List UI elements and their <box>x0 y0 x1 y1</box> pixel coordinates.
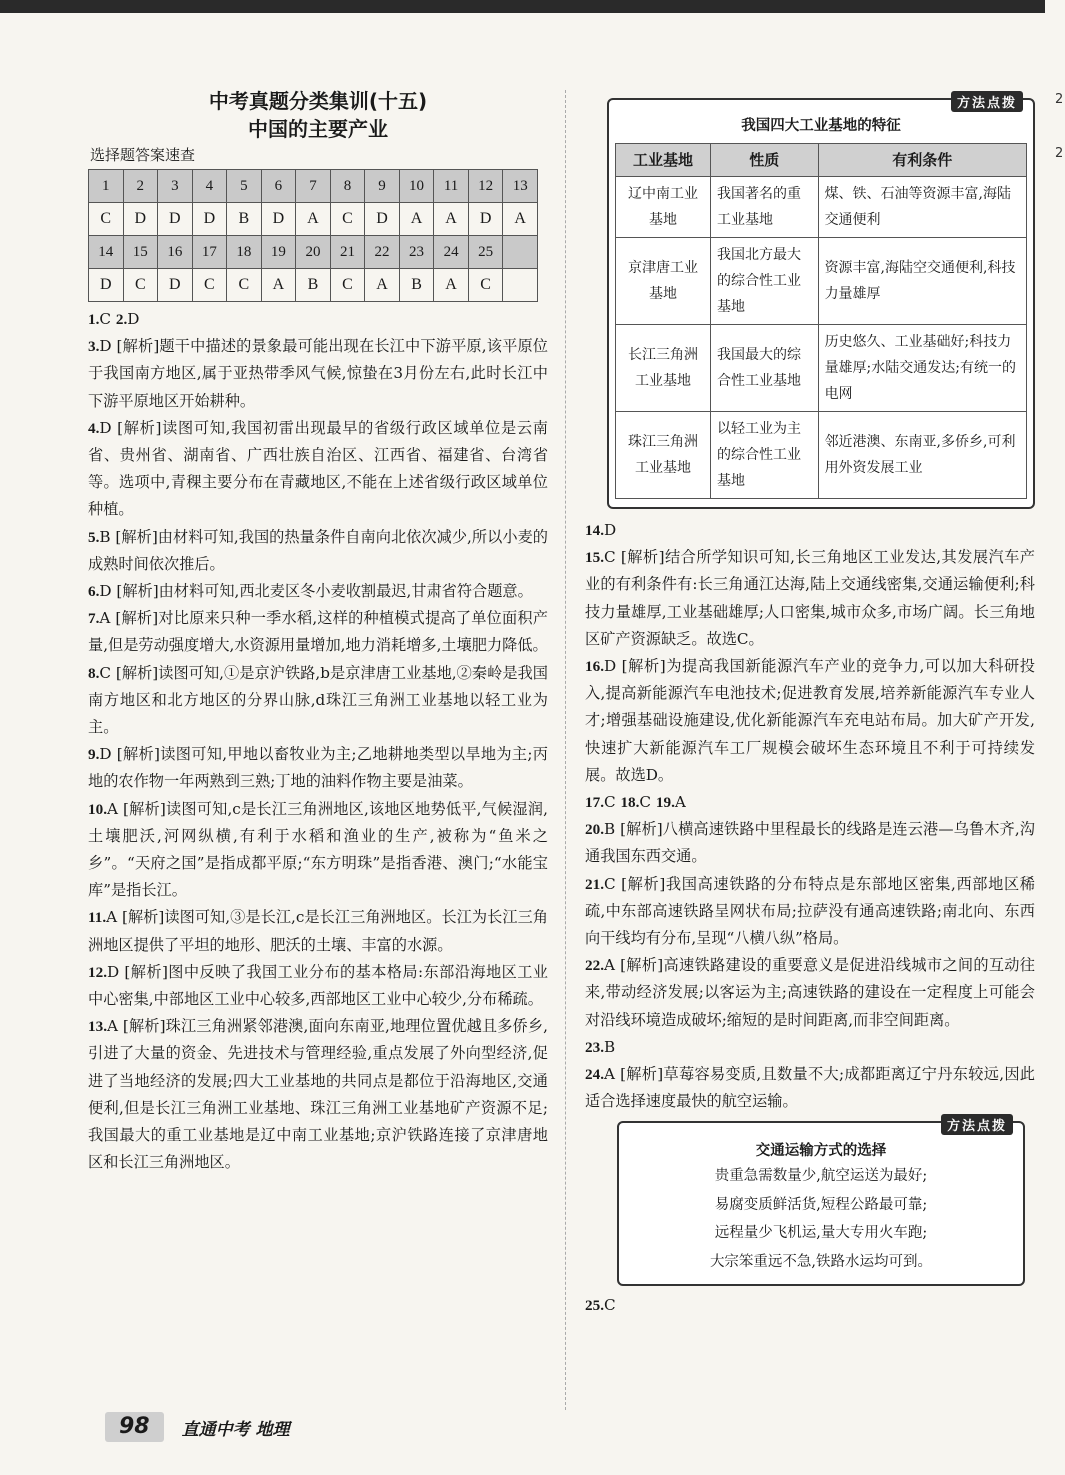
answer-cell: A <box>434 203 469 236</box>
answer-cell: C <box>123 269 158 302</box>
answer-item <box>88 660 548 742</box>
answer-cell: D <box>158 203 193 236</box>
industry-row <box>616 412 1027 499</box>
answer-num-cell: 19 <box>261 236 296 269</box>
answer-cell: A <box>399 203 434 236</box>
question-number: 6. <box>88 583 100 601</box>
column-divider <box>565 90 566 1410</box>
method-badge: 方法点拨 <box>951 91 1023 112</box>
answer-text: D [解析]图中反映了我国工业分布的基本格局:东部沿海地区工业中心密集,中部地区工业中心较多,西部地区工业中心较少,分布稀疏。 <box>88 962 548 1009</box>
industry-base-cell: 辽中南工业基地 <box>616 177 711 238</box>
answer-text: C <box>639 793 656 812</box>
industry-condition-cell: 邻近港澳、东南亚,多侨乡,可利用外资发展工业 <box>818 412 1026 499</box>
answer-cell: B <box>227 203 262 236</box>
answer-cell: B <box>399 269 434 302</box>
answer-cell: C <box>330 203 365 236</box>
answer-text: C <box>99 310 116 328</box>
answer-text: D <box>127 310 140 328</box>
answer-num-cell <box>503 236 538 269</box>
answer-num-cell: 11 <box>434 170 469 203</box>
question-number: 12. <box>88 963 107 981</box>
answer-item <box>585 952 1035 1034</box>
answer-text: B [解析]八横高速铁路中里程最长的线路是连云港—乌鲁木齐,沟通我国东西交通。 <box>585 820 1035 866</box>
industry-base-cell: 长江三角洲工业基地 <box>616 325 711 412</box>
answer-num-cell: 13 <box>503 170 538 203</box>
answer-row <box>89 269 538 302</box>
footer <box>105 1412 290 1442</box>
answer-text: D [解析]为提高我国新能源汽车产业的竞争力,可以加大科研投入,提高新能源汽车电池技术;促进教育发展,培养新能源汽车专业人才;增强基础设施建设,优化新能源汽车充电站布局。加大矿产开发,快速扩大新能源汽车工厂规模会破坏生态环境且不利于可持续发展。故选D。 <box>585 657 1035 784</box>
industry-header-cond: 有利条件 <box>818 144 1026 177</box>
industry-row <box>616 238 1027 325</box>
answer-num-cell: 20 <box>296 236 331 269</box>
page-number: 98 <box>105 1412 164 1442</box>
answer-num-cell: 15 <box>123 236 158 269</box>
answer-item <box>585 1034 1035 1061</box>
answer-cell: C <box>330 269 365 302</box>
answer-num-cell: 23 <box>399 236 434 269</box>
transport-rule-line: 易腐变质鲜活货,短程公路最可靠; <box>714 1196 928 1213</box>
question-number: 20. <box>585 821 604 839</box>
answer-text: D <box>603 521 617 539</box>
answer-num-cell: 6 <box>261 170 296 203</box>
answer-cell: C <box>192 269 227 302</box>
answer-num-cell: 24 <box>434 236 469 269</box>
question-number: 2. <box>115 311 128 328</box>
question-number: 4. <box>88 419 100 437</box>
answer-text: C [解析]我国高速铁路的分布特点是东部地区密集,西部地区稀疏,中东部高速铁路呈网状布局;拉萨没有通高速铁路;南北向、东西向干线均有分布,呈现“八横八纵”格局。 <box>585 874 1035 948</box>
top-bar <box>0 0 1045 13</box>
answer-item <box>88 1013 548 1176</box>
answer-item <box>585 517 1035 544</box>
right-column <box>585 98 1035 1320</box>
answer-cell: D <box>192 203 227 236</box>
edge-char: 2 <box>1055 146 1064 161</box>
answer-text: A [解析]高速铁路建设的重要意义是促进沿线城市之间的互动往来,带动经济发展;以客运为主;高速铁路的建设在一定程度上可能会对沿线环境造成破坏;缩短的是时间距离,而非空间距离。 <box>585 956 1035 1029</box>
answer-num-cell: 22 <box>365 236 400 269</box>
answer-item <box>88 741 548 795</box>
industry-header-nature: 性质 <box>711 144 819 177</box>
answer-cell: D <box>89 269 124 302</box>
answer-num-cell: 2 <box>123 170 158 203</box>
answer-cell: C <box>89 203 124 236</box>
answer-item <box>88 415 548 524</box>
answer-num-cell: 14 <box>89 236 124 269</box>
answer-item <box>88 333 548 415</box>
quick-check-label: 选择题答案速查 <box>90 146 196 164</box>
answer-cell: C <box>468 269 503 302</box>
question-number: 24. <box>585 1066 604 1084</box>
industry-row <box>616 177 1027 238</box>
answer-num-cell: 8 <box>330 170 365 203</box>
answer-cell: D <box>468 203 503 236</box>
transport-rule-line: 大宗笨重远不急,铁路水运均可到。 <box>709 1253 933 1270</box>
question-number: 16. <box>585 658 604 676</box>
answer-text: D [解析]读图可知,甲地以畜牧业为主;乙地耕地类型以旱地为主;丙地的农作物一年两熟到三熟;丁地的油料作物主要是油菜。 <box>88 745 548 791</box>
answer-num-cell: 16 <box>158 236 193 269</box>
industry-condition-cell: 历史悠久、工业基础好;科技力量雄厚;水陆交通发达;有统一的电网 <box>818 325 1026 412</box>
question-number: 10. <box>88 800 107 818</box>
industry-method-box <box>607 98 1035 509</box>
transport-method-box <box>617 1121 1025 1286</box>
page-subtitle: 中国的主要产业 <box>248 117 388 141</box>
answer-text: B [解析]由材料可知,我国的热量条件自南向北依次减少,所以小麦的成熟时间依次推后。 <box>88 527 548 573</box>
question-number: 5. <box>88 528 100 546</box>
answer-cell: C <box>227 269 262 302</box>
answer-text: D [解析]题干中描述的景象最可能出现在长江中下游平原,该平原位于我国南方地区,属于亚热带季风气候,惊蛰在3月份左右,此时长江中下游平原地区开始耕种。 <box>88 337 548 410</box>
question-number: 14. <box>585 522 604 539</box>
industry-box-title: 我国四大工业基地的特征 <box>741 118 901 134</box>
industry-header-base: 工业基地 <box>616 144 711 177</box>
answer-cell: D <box>123 203 158 236</box>
answer-text: A [解析]珠江三角洲紧邻港澳,面向东南亚,地理位置优越且多侨乡,引进了大量的资金、先进技术与管理经验,重点发展了外向型经济,促进了当地经济的发展;四大工业基地的共同点是都位于沿海地区,交通便利,但是长江三角洲工业基地、珠江三角洲工业基地矿产资源不足;我国最大的重工业基地是辽中南工业基地;京沪铁路连接了京津唐地区和长江三角洲地区。 <box>88 1017 548 1172</box>
answer-row <box>89 236 538 269</box>
answer-text: C [解析]结合所学知识可知,长三角地区工业发达,其发展汽车产业的有利条件有:长三角通江达海,陆上交通线密集,交通运输便利;科技力量雄厚,工业基础雄厚;人口密集,城市众多,市场广阔。长三角地区矿产资源缺乏。故选C。 <box>585 548 1035 648</box>
answer-table <box>88 169 538 302</box>
answer-cell: A <box>296 203 331 236</box>
industry-row <box>616 325 1027 412</box>
industry-nature-cell: 以轻工业为主的综合性工业基地 <box>711 412 819 499</box>
answer-item <box>585 544 1035 653</box>
question-number: 11. <box>88 909 107 927</box>
answer-item: 25.C <box>585 1296 616 1315</box>
answer-item <box>585 789 1035 816</box>
answer-item <box>88 524 548 578</box>
answer-text: A [解析]读图可知,c是长江三角洲地区,该地区地势低平,气候湿润,土壤肥沃,河网纵横,有利于水稻和渔业的生产,被称为“鱼米之乡”。“天府之国”是指成都平原;“东方明珠”是指香港、澳门;“水能宝库”是指长江。 <box>88 799 548 900</box>
answer-item <box>88 959 548 1013</box>
answer-cell: A <box>365 269 400 302</box>
answer-item <box>585 653 1035 789</box>
answer-num-cell: 1 <box>89 170 124 203</box>
answer-item <box>88 605 548 659</box>
answer-cell <box>503 269 538 302</box>
left-answers <box>88 306 548 1177</box>
question-number: 8. <box>88 664 100 682</box>
answer-text: A [解析]草莓容易变质,且数量不大;成都距离辽宁丹东较远,因此适合选择速度最快的航空运输。 <box>585 1065 1035 1111</box>
answer-num-cell: 17 <box>192 236 227 269</box>
answer-row <box>89 170 538 203</box>
page-title: 中考真题分类集训(十五) <box>208 89 428 113</box>
question-number: 17. <box>585 794 604 812</box>
question-number: 15. <box>585 549 604 567</box>
industry-table <box>615 143 1027 499</box>
question-number: 23. <box>585 1038 604 1056</box>
answer-num-cell: 10 <box>399 170 434 203</box>
question-number: 9. <box>88 746 100 764</box>
answer-cell: D <box>261 203 296 236</box>
transport-box-title: 交通运输方式的选择 <box>755 1143 887 1160</box>
industry-nature-cell: 我国最大的综合性工业基地 <box>711 325 819 412</box>
answer-num-cell: 25 <box>468 236 503 269</box>
question-number: 13. <box>88 1018 107 1036</box>
answer-cell: D <box>365 203 400 236</box>
question-number: 22. <box>585 957 604 975</box>
method-badge: 方法点拨 <box>941 1114 1013 1135</box>
answer-item <box>88 904 548 958</box>
industry-nature-cell: 我国北方最大的综合性工业基地 <box>711 238 819 325</box>
answer-text: A [解析]读图可知,③是长江,c是长江三角洲地区。长江为长江三角洲地区提供了平坦的地形、肥沃的土壤、丰富的水源。 <box>88 908 548 954</box>
answer-cell: A <box>503 203 538 236</box>
industry-base-cell: 珠江三角洲工业基地 <box>616 412 711 499</box>
answer-text: D [解析]由材料可知,西北麦区冬小麦收割最迟,甘肃省符合题意。 <box>99 582 533 601</box>
answer-text: B <box>603 1037 616 1056</box>
answer-item <box>88 578 548 605</box>
question-number: 18. <box>620 794 640 812</box>
answer-num-cell: 9 <box>365 170 400 203</box>
answer-num-cell: 12 <box>468 170 503 203</box>
answer-item <box>585 816 1035 870</box>
left-column <box>88 88 548 1177</box>
answer-num-cell: 18 <box>227 236 262 269</box>
question-number: 7. <box>88 610 100 628</box>
answer-row <box>89 203 538 236</box>
answer-cell: D <box>158 269 193 302</box>
book-title: 直通中考 地理 <box>181 1419 290 1440</box>
answer-text: C [解析]读图可知,①是京沪铁路,b是京津唐工业基地,②秦岭是我国南方地区和北方地区的分界山脉,d珠江三角洲工业基地以轻工业为主。 <box>88 663 548 737</box>
answer-text: C <box>603 793 621 812</box>
answer-item <box>88 796 548 905</box>
answer-num-cell: 5 <box>227 170 262 203</box>
answer-num-cell: 4 <box>192 170 227 203</box>
answer-text: A <box>674 793 686 812</box>
transport-rule-line: 贵重急需数量少,航空运送为最好; <box>714 1168 928 1185</box>
edge-char: 2 <box>1055 92 1064 107</box>
answer-item <box>88 306 548 333</box>
answer-text: A [解析]对比原来只种一季水稻,这样的种植模式提高了单位面积产量,但是劳动强度增大,水资源用量增加,地力消耗增多,土壤肥力降低。 <box>88 609 548 655</box>
industry-condition-cell: 煤、铁、石油等资源丰富,海陆交通便利 <box>818 177 1026 238</box>
answer-text: D [解析]读图可知,我国初雷出现最早的省级行政区域单位是云南省、贵州省、湖南省、广西壮族自治区、江西省、福建省、台湾省等。选项中,青稞主要分布在青藏地区,不能在上述省级行政区域单位种植。 <box>88 418 548 519</box>
question-number: 1. <box>88 311 100 328</box>
answer-cell: B <box>296 269 331 302</box>
right-answers <box>585 517 1035 1115</box>
question-number: 3. <box>88 338 100 356</box>
answer-cell: A <box>261 269 296 302</box>
industry-base-cell: 京津唐工业基地 <box>616 238 711 325</box>
answer-item <box>585 1061 1035 1115</box>
question-number: 19. <box>655 794 675 812</box>
answer-num-cell: 21 <box>330 236 365 269</box>
industry-condition-cell: 资源丰富,海陆空交通便利,科技力量雄厚 <box>818 238 1026 325</box>
industry-nature-cell: 我国著名的重工业基地 <box>711 177 819 238</box>
transport-rule-line: 远程量少飞机运,量大专用火车跑; <box>714 1225 928 1242</box>
question-number: 21. <box>585 875 604 893</box>
answer-item <box>585 871 1035 953</box>
answer-num-cell: 7 <box>296 170 331 203</box>
answer-cell: A <box>434 269 469 302</box>
answer-num-cell: 3 <box>158 170 193 203</box>
